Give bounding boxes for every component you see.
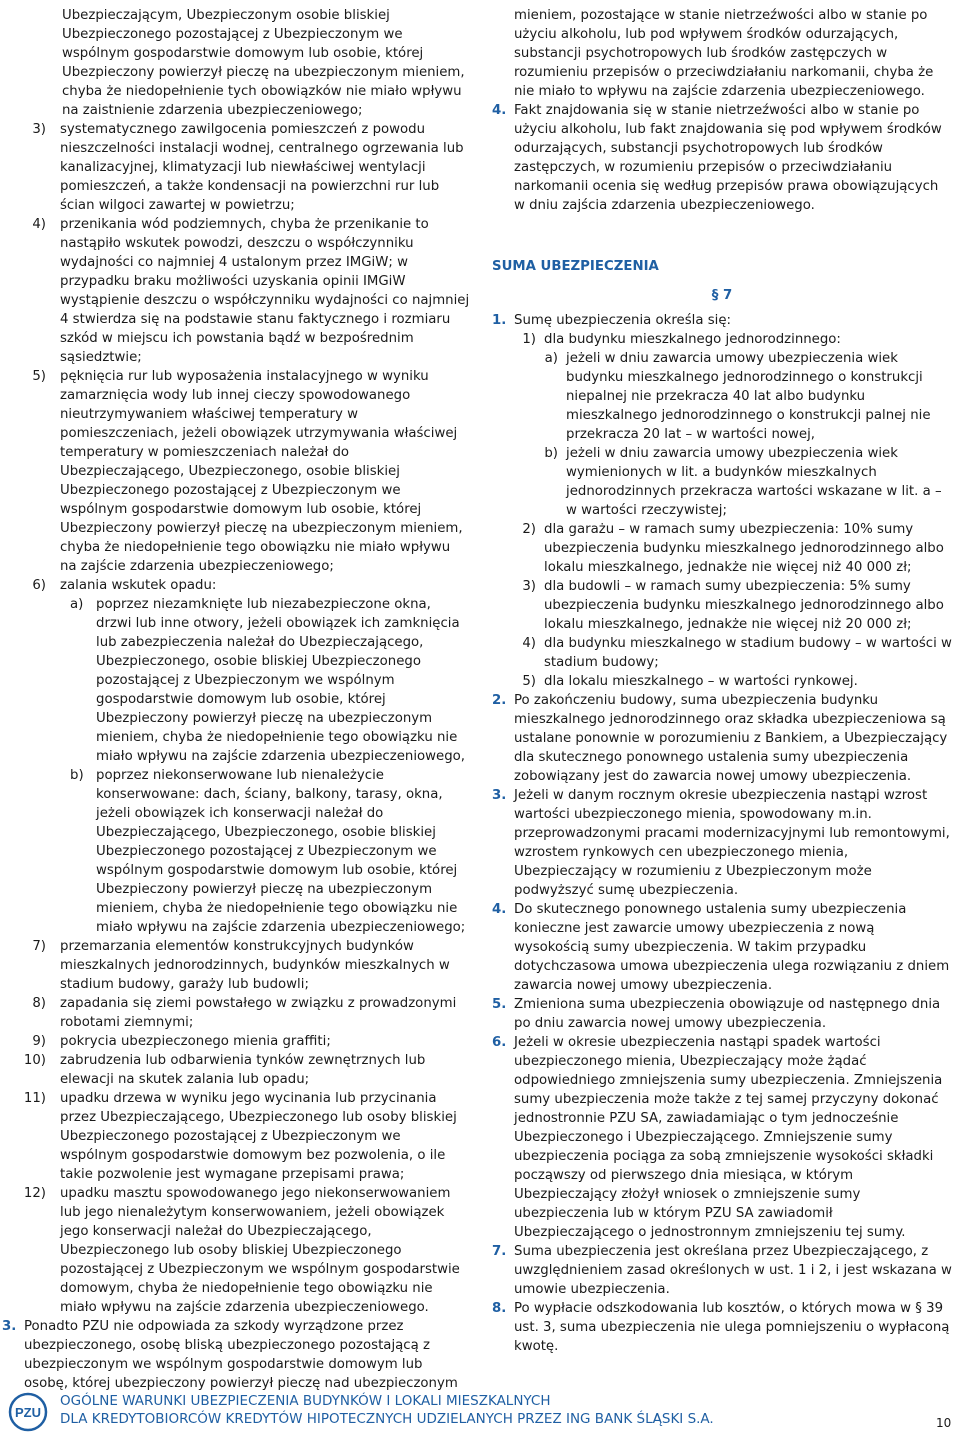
footer-line-1: OGÓLNE WARUNKI UBEZPIECZENIA BUDYNKÓW I LOKALI MIESZKALNYCH [60, 1393, 551, 1409]
section-8: 8. Po wypłacie odszkodowania lub kosztów, o których mowa w § 39 ust. 3, suma ubezpieczenia nie ulega pomniejszeniu o wypłaconą kwotę. [492, 1301, 950, 1354]
list-item: 10) zabrudzenia lub odbarwienia tynków zewnętrznych lub elewacji na skutek zalania lub opadu; [23, 1053, 426, 1087]
left-column [2, 6, 470, 1393]
section-1: 1. Sumę ubezpieczenia określa się: [492, 313, 732, 328]
section-1-sublist [514, 349, 952, 520]
list-item: 8) zapadania się ziemi powstałego w związku z prowadzonymi robotami ziemnymi; [32, 996, 457, 1030]
left-items [8, 120, 470, 595]
footer [60, 1392, 714, 1428]
list-item: 11) upadku drzewa w wyniku jego wycinania lub przycinania przez Ubezpieczającego, Ubezpieczonego lub osoby bliskiej Ubezpieczonego pozostającej z Ubezpieczonym we wspólnym gospodarstwie domowym bez pozwolenia, o ile takie pozwolenie jest wymagane przepisami prawa; [23, 1091, 457, 1182]
list-item: 7) przemarzania elementów konstrukcyjnych budynków mieszkalnych jednorodzinnych, budynków mieszkalnych w stadium budowy, garaży lub budowli; [32, 939, 450, 992]
paragraph-number: § 7 [711, 288, 733, 303]
list-item: a) jeżeli w dniu zawarcia umowy ubezpieczenia wiek budynku mieszkalnego jednorodzinnego o konstrukcji niepalnej nie przekracza 40 lat albo budynku mieszkalnego jednorodzinnego o konstrukcji palnej nie przekracza 20 lat – w wartości nowej, [544, 351, 931, 442]
list-item: a) poprzez niezamknięte lub niezabezpieczone okna, drzwi lub inne otwory, jeżeli obowiązek ich zamknięcia lub zabezpieczenia należał do Ubezpieczającego, Ubezpieczonego, osobie bliskiej Ubezpieczonego pozostającej z Ubezpieczonym we wspólnym gospodarstwie domowym lub osobie, której Ubezpieczony powierzył pieczę na ubezpieczonym mieniem, chyba że niedopełnienie tego obowiązku nie miało wpływu na zajście zdarzenia ubezpieczeniowego, [70, 597, 466, 764]
list-item: b) poprzez niekonserwowane lub nienależycie konserwowane: dach, ściany, balkony, tarasy, okna, jeżeli obowiązek ich konserwacji należał do Ubezpieczającego, Ubezpieczonego, osobie bliskiej Ubezpieczonego pozostającej z Ubezpieczonym we wspólnym gospodarstwie domowym lub osobie, której Ubezpieczony powierzył pieczę na ubezpieczonym mieniem, chyba że niedopełnienie tego obowiązku nie miało wpływu na zajście zdarzenia ubezpieczeniowego; [70, 768, 466, 935]
page-number: 10 [936, 1416, 952, 1430]
numbered-sections [492, 691, 952, 1356]
right-column [492, 6, 952, 1356]
list-item: b) jeżeli w dniu zawarcia umowy ubezpieczenia wiek wymienionych w lit. a budynków mieszkalnych jednorodzinnych przekracza wartości wskazane w lit. a – w wartości rzeczywistej; [544, 446, 942, 518]
section-3: 3. Ponadto PZU nie odpowiada za szkody wyrządzone przez ubezpieczonego, osobę bliską ubezpieczonego pozostającą z ubezpieczonym we wspólnym gospodarstwie domowym lub osobę, której ubezpieczony powierzył pieczę nad ubezpieczonym [2, 1319, 458, 1391]
section-3-right: 3. Jeżeli w danym rocznym okresie ubezpieczenia nastąpi wzrost wartości ubezpieczonego mienia, spowodowany m.in. przeprowadzonymi pracami modernizacyjnymi lub remontowymi, wzrostem rynkowych cen ubezpieczonego mienia, Ubezpieczający w rozumieniu z Ubezpieczonym może podwyższyć sumę ubezpieczenia. [492, 788, 950, 898]
section-heading: SUMA UBEZPIECZENIA [492, 259, 659, 274]
section-4: 4. Fakt znajdowania się w stanie nietrzeźwości albo w stanie po użyciu alkoholu, lub fakt znajdowania się pod wpływem środków odurzających, substancji psychotropowych lub środków zastępczych, w rozumieniu przepisów o przeciwdziałaniu narkomanii ocenia się według przepisów prawa obowiązujących w dniu zajścia zdarzenia ubezpieczeniowego. [492, 103, 942, 213]
list-item: 2) dla garażu – w ramach sumy ubezpieczenia: 10% sumy ubezpieczenia budynku mieszkalnego jednorodzinnego albo lokalu mieszkalnego, jednakże nie więcej niż 40 000 zł; [522, 522, 944, 575]
list-item: 5) pęknięcia rur lub wyposażenia instalacyjnego w wyniku zamarznięcia wody lub innej cieczy spowodowanego nieutrzymywaniem właściwej temperatury w pomieszczeniach, jeżeli obowiązek utrzymywania właściwej temperatury w pomieszczeniach należał do Ubezpieczającego, Ubezpieczonego, osobie bliskiej Ubezpieczonego pozostającej z Ubezpieczonym we wspólnym gospodarstwie domowym lub osobie, której Ubezpieczony powierzył pieczę na ubezpieczonym mieniem, chyba że niedopełnienie tego obowiązku nie miało wpływu na zajście zdarzenia ubezpieczeniowego; [32, 369, 463, 574]
section-6: 6. Jeżeli w okresie ubezpieczenia nastąpi spadek wartości ubezpieczonego mienia, Ubezpieczający może żądać odpowiedniego zmniejszenia sumy ubezpieczenia. Zmniejszenia sumy ubezpieczenia może także z tej samej przyczyny dokonać jednostronnie PZU SA, zawiadamiając o tym jednocześnie Ubezpieczonego i Ubezpieczającego. Zmniejszenie sumy ubezpieczenia pociąga za sobą zmniejszenie wysokości składki począwszy od pierwszego dnia miesiąca, w którym Ubezpieczający złożył wniosek o zmniejszenie sumy ubezpieczenia lub w którym PZU SA zawiadomił Ubezpieczającego o jednostronnym zmniejszeniu tej sumy. [492, 1035, 943, 1240]
list-item: 4) dla budynku mieszkalnego w stadium budowy – w wartości w stadium budowy; [522, 636, 952, 670]
list-item: 1) dla budynku mieszkalnego jednorodzinnego: [522, 332, 841, 347]
section-5: 5. Zmieniona suma ubezpieczenia obowiązuje od następnego dnia po dniu zawarcia nowej umowy ubezpieczenia. [492, 997, 941, 1031]
footer-line-2: DLA KREDYTOBIORCÓW KREDYTÓW HIPOTECZNYCH UDZIELANYCH PRZEZ ING BANK ŚLĄSKI S.A. [60, 1411, 714, 1427]
item-6-sublist [8, 595, 470, 937]
left-items-2 [8, 937, 470, 1317]
list-item: 5) dla lokalu mieszkalnego – w wartości rynkowej. [522, 674, 858, 689]
continued-paragraph: mieniem, pozostające w stanie nietrzeźwości albo w stanie po użyciu alkoholu, lub pod wpływem środków odurzających, substancji psychotropowych lub środków zastępczych w rozumieniu przepisów o przeciwdziałaniu narkomanii, chyba że nie miało to wpływu na zajście zdarzenia ubezpieczeniowego. [514, 8, 934, 99]
list-item: 6) zalania wskutek opadu: [32, 578, 217, 593]
section-2: 2. Po zakończeniu budowy, suma ubezpieczenia budynku mieszkalnego jednorodzinnego oraz składka ubezpieczeniowa są ustalane ponownie w porozumieniu z Bankiem, a Ubezpieczający dla skutecznego ponownego ustalenia sumy ubezpieczenia zobowiązany jest do zawarcia nowej umowy ubezpieczenia. [492, 693, 948, 784]
list-item: 4) przenikania wód podziemnych, chyba że przenikanie to nastąpiło wskutek powodzi, deszczu o współczynniku wydajności co najmniej 4 ustalonym przez IMGiW; w przypadku braku możliwości uzyskania opinii IMGiW wystąpienie deszczu o współczynniku wydajności co najmniej 4 stwierdza się na podstawie stanu faktycznego i rozmiaru szkód w miejscu ich powstania bądź w bezpośrednim sąsiedztwie; [32, 217, 470, 365]
list-item: 12) upadku masztu spowodowanego jego niekonserwowaniem lub jego nienależytym konserwowaniem, jeżeli obowiązek jego konserwacji należał do Ubezpieczającego, Ubezpieczonego lub osoby bliskiej Ubezpieczonego pozostającej z Ubezpieczonym we wspólnym gospodarstwie domowym, chyba że niedopełnienie tego obowiązku nie miało wpływu na zajście zdarzenia ubezpieczeniowego. [23, 1186, 460, 1315]
section-1-list [492, 330, 952, 691]
intro-paragraph: Ubezpieczającym, Ubezpieczonym osobie bliskiej Ubezpieczonego pozostającej z Ubezpieczonym we wspólnym gospodarstwie domowym lub osobie, której Ubezpieczony powierzył pieczę na ubezpieczonym mieniem, chyba że niedopełnienie tych obowiązków nie miało wpływu na zaistnienie zdarzenia ubezpieczeniowego; [62, 8, 465, 118]
logo-text: PZU [15, 1405, 41, 1420]
list-item: 3) dla budowli – w ramach sumy ubezpieczenia: 5% sumy ubezpieczenia budynku mieszkalnego jednorodzinnego albo lokalu mieszkalnego, jednakże nie więcej niż 20 000 zł; [522, 579, 944, 632]
list-item: 3) systematycznego zawilgocenia pomieszczeń z powodu nieszczelności instalacji wodnej, centralnego ogrzewania lub kanalizacyjnej, klimatyzacji lub niewłaściwej wentylacji pomieszczeń, a także kondensacji na powierzchni rur lub ścian wilgoci zawartej w powietrzu; [32, 122, 464, 213]
list-item: 9) pokrycia ubezpieczonego mienia graffiti; [32, 1034, 331, 1049]
section-4-right: 4. Do skutecznego ponownego ustalenia sumy ubezpieczenia konieczne jest zawarcie umowy ubezpieczenia z nową wysokością sumy ubezpieczenia. W takim przypadku dotychczasowa umowa ubezpieczenia ulega rozwiązaniu z dniem zawarcia nowej umowy ubezpieczenia. [492, 902, 950, 993]
section-7: 7. Suma ubezpieczenia jest określana przez Ubezpieczającego, z uwzględnieniem zasad określonych w ust. 1 i 2, i jest wskazana w umowie ubezpieczenia. [492, 1244, 952, 1297]
pzu-logo [8, 1392, 48, 1432]
